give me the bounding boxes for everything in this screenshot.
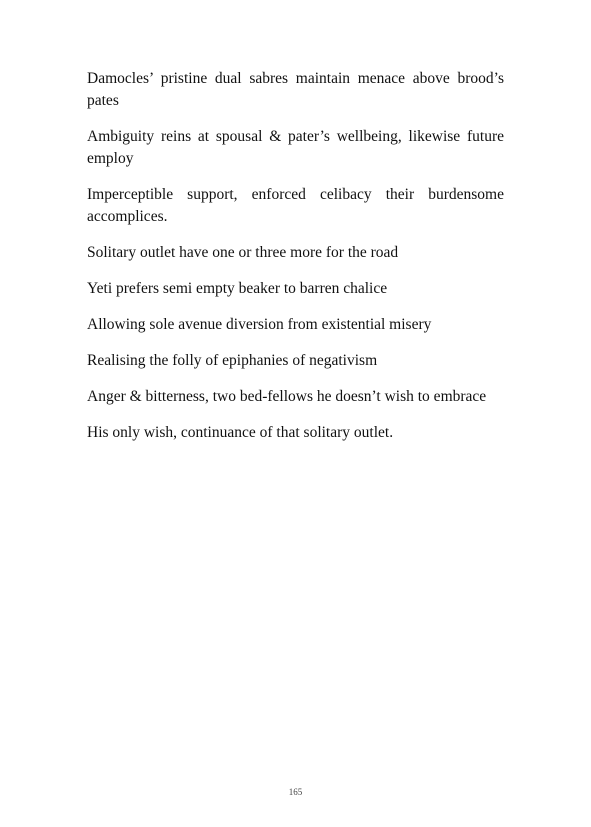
poem-line: Damocles’ pristine dual sabres maintain menace above brood’s pates: [87, 70, 504, 109]
poem-line: Realising the folly of epiphanies of negativism: [87, 352, 378, 369]
page-number: 165: [288, 787, 303, 797]
poem-line: His only wish, continuance of that solitary outlet.: [87, 424, 394, 441]
poem-line: Anger & bitterness, two bed-fellows he doesn’t wish to embrace: [87, 388, 487, 405]
poem-line: Yeti prefers semi empty beaker to barren chalice: [87, 280, 388, 297]
poem-line: Solitary outlet have one or three more for the road: [87, 244, 399, 261]
poem-body: [87, 68, 504, 458]
poem-line: Allowing sole avenue diversion from existential misery: [87, 316, 432, 333]
poem-line: Imperceptible support, enforced celibacy their burdensome accomplices.: [87, 186, 504, 225]
poem-line: Ambiguity reins at spousal & pater’s wellbeing, likewise future employ: [87, 128, 504, 167]
